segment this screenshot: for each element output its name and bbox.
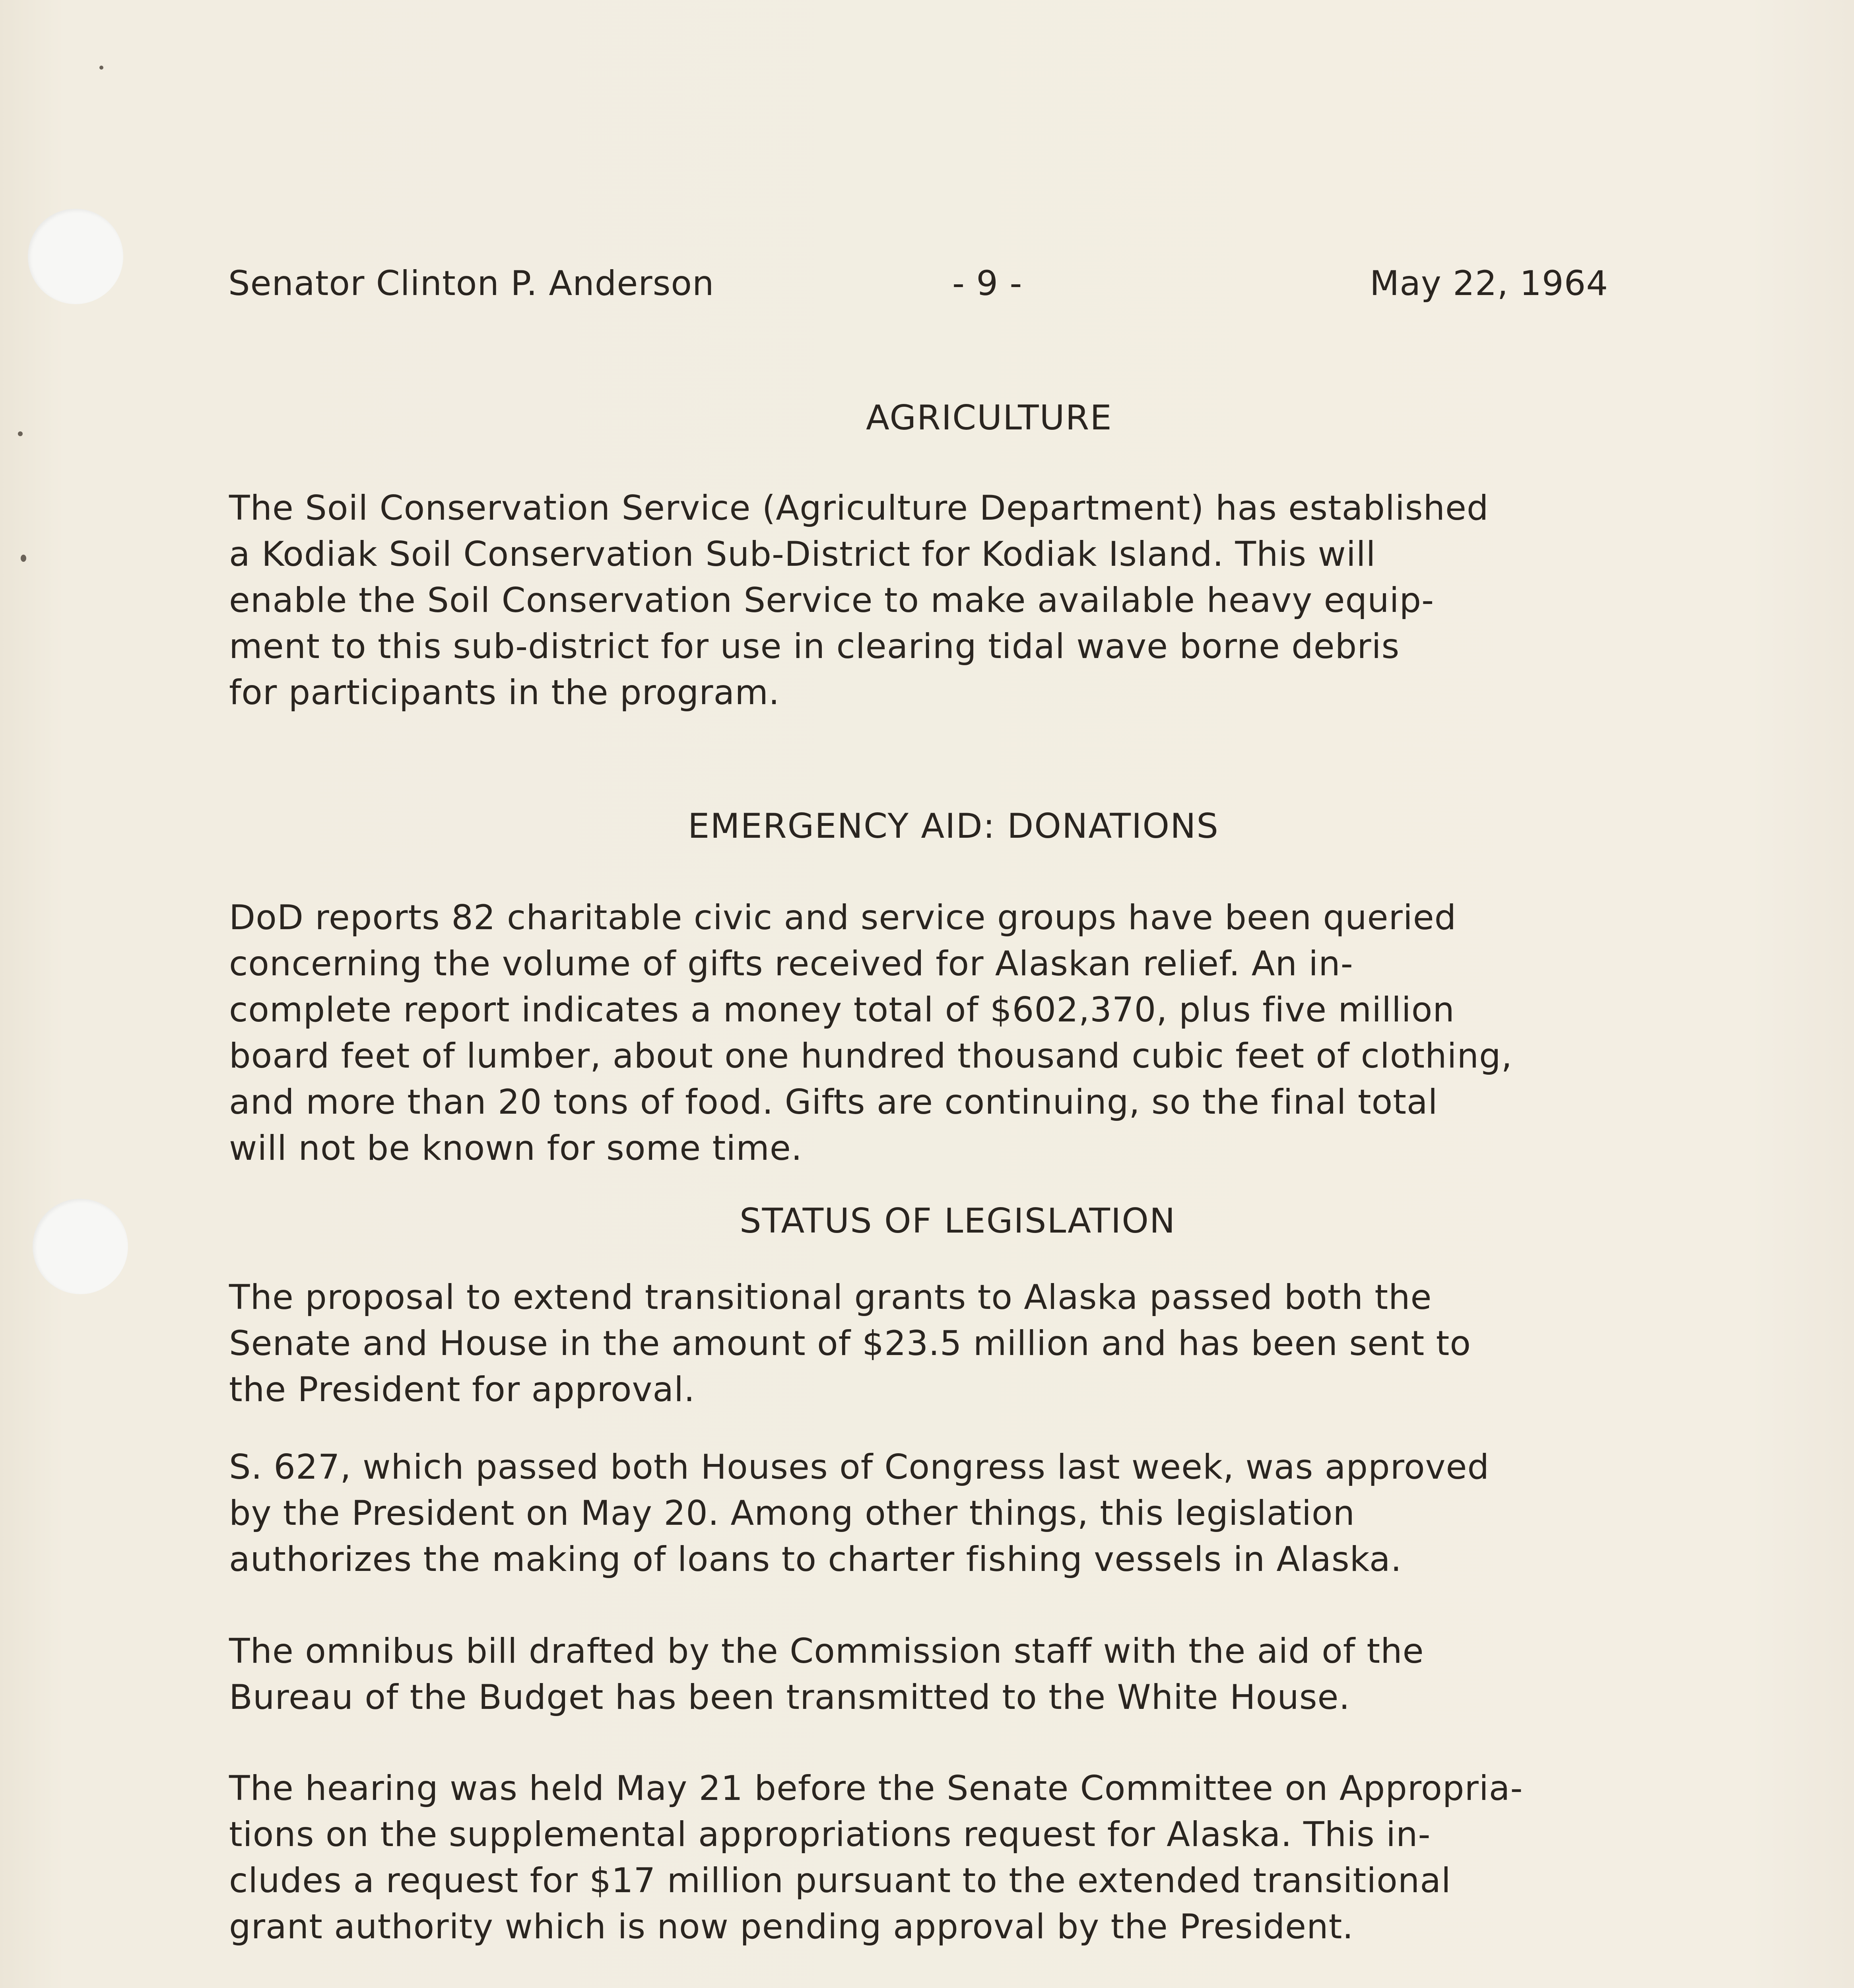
header-page-number: - 9 - <box>952 264 1023 303</box>
paragraph-line: cludes a request for $17 million pursuant to the extended transitional <box>229 1861 1451 1901</box>
paragraph-line: The Soil Conservation Service (Agriculture Department) has established <box>229 488 1489 528</box>
paper-speck <box>18 431 23 436</box>
punch-hole-top <box>28 209 123 304</box>
paragraph-line: The hearing was held May 21 before the Senate Committee on Appropria- <box>229 1769 1523 1808</box>
paragraph-line: grant authority which is now pending approval by the President. <box>229 1907 1354 1947</box>
legislation-paragraph-1 <box>229 1274 1471 1413</box>
header-recipient: Senator Clinton P. Anderson <box>228 264 714 303</box>
paragraph-line: enable the Soil Conservation Service to make available heavy equip- <box>229 580 1435 620</box>
paragraph-line: will not be known for some time. <box>229 1128 803 1168</box>
punch-hole-middle <box>33 1199 128 1294</box>
paragraph-line: for participants in the program. <box>229 673 780 712</box>
heading-agriculture: AGRICULTURE <box>866 398 1112 438</box>
paragraph-line: The proposal to extend transitional grants to Alaska passed both the <box>229 1277 1432 1317</box>
paragraph-line: tions on the supplemental appropriations request for Alaska. This in- <box>229 1815 1431 1854</box>
paragraph-line: the President for approval. <box>229 1370 695 1409</box>
paragraph-line: a Kodiak Soil Conservation Sub-District for Kodiak Island. This will <box>229 534 1376 574</box>
paragraph-line: DoD reports 82 charitable civic and service groups have been queried <box>229 898 1457 938</box>
legislation-paragraph-4 <box>229 1765 1523 1950</box>
paragraph-line: The omnibus bill drafted by the Commission staff with the aid of the <box>229 1631 1424 1671</box>
paragraph-line: concerning the volume of gifts received for Alaskan relief. An in- <box>229 944 1353 984</box>
paragraph-line: and more than 20 tons of food. Gifts are continuing, so the final total <box>229 1082 1438 1122</box>
paragraph-line: ment to this sub-district for use in clearing tidal wave borne debris <box>229 627 1400 666</box>
paragraph-line: Bureau of the Budget has been transmitted to the White House. <box>229 1677 1350 1717</box>
paragraph-line: complete report indicates a money total of $602,370, plus five million <box>229 990 1455 1030</box>
emergency-aid-paragraph <box>229 895 1512 1171</box>
legislation-paragraph-3 <box>229 1628 1424 1720</box>
paper-speck <box>99 66 103 70</box>
heading-status-of-legislation: STATUS OF LEGISLATION <box>740 1201 1176 1241</box>
paragraph-line: by the President on May 20. Among other things, this legislation <box>229 1493 1355 1533</box>
paragraph-line: authorizes the making of loans to charter fishing vessels in Alaska. <box>229 1540 1402 1579</box>
paragraph-line: board feet of lumber, about one hundred thousand cubic feet of clothing, <box>229 1036 1512 1076</box>
paragraph-line: S. 627, which passed both Houses of Congress last week, was approved <box>229 1447 1490 1487</box>
legislation-paragraph-2 <box>229 1444 1489 1582</box>
heading-emergency-aid: EMERGENCY AID: DONATIONS <box>688 806 1219 846</box>
header-date: May 22, 1964 <box>1370 264 1609 303</box>
agriculture-paragraph <box>229 485 1489 716</box>
paragraph-line: Senate and House in the amount of $23.5 million and has been sent to <box>229 1324 1471 1363</box>
paper-speck <box>21 555 26 562</box>
